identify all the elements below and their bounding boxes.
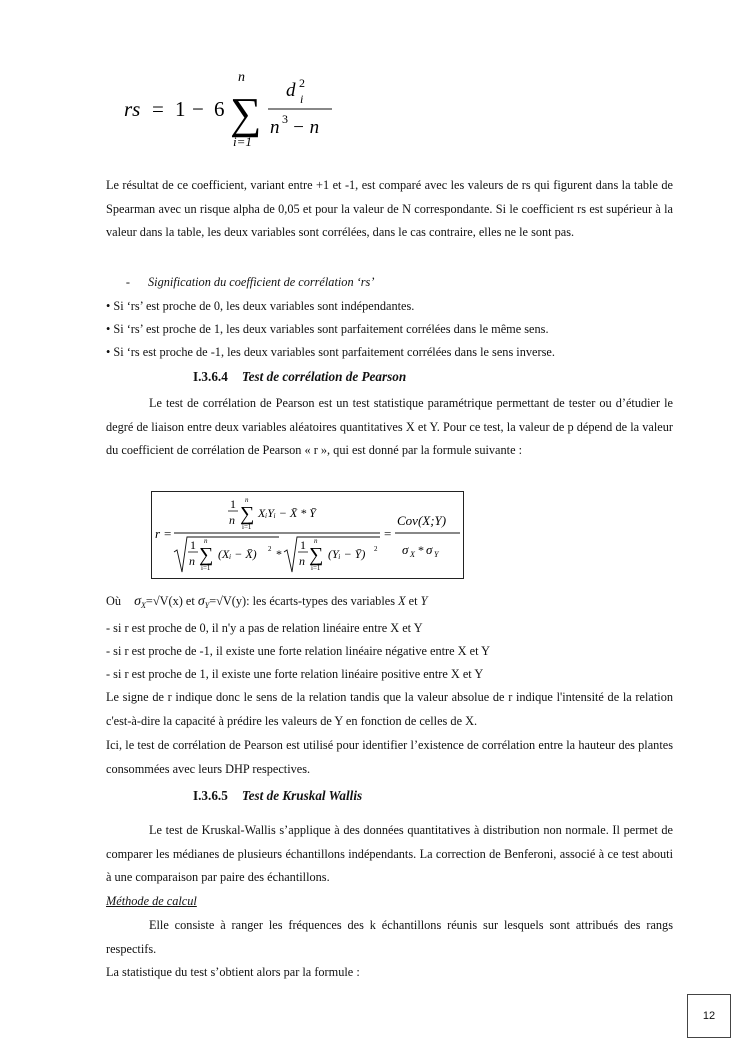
r-interpretation-line: - si r est proche de 1, il existe une forte relation linéaire positive entre X et Y — [106, 667, 484, 681]
sum-lower: i=1 — [233, 134, 252, 149]
paragraph-spearman-result: Le résultat de ce coefficient, variant entre +1 et -1, est comparé avec les valeurs de rs qui figurent dans la table de Spearman avec un risque alpha de 0,05 et pour la valeur de N correspondante. Si le coefficient rs est supérieur à la valeur dans la table, les deux variables sont corrélées, dans le cas contraire, elles ne le sont pas. — [106, 178, 673, 239]
pearson-eq: = — [164, 526, 172, 541]
pearson-r: r — [155, 526, 161, 541]
formula-lhs: rs — [124, 97, 141, 121]
bullet-item: • Si ‘rs’ est proche de 0, les deux variables sont indépendantes. — [106, 299, 415, 313]
ou-line — [106, 591, 427, 616]
num-sum: ∑ — [240, 503, 255, 525]
sig-y-sym: σ — [426, 542, 433, 557]
sig-x-sub: X — [410, 550, 415, 559]
den-sum-a: ∑ — [199, 544, 214, 566]
num-xy: XᵢYᵢ − X̄ * Ȳ — [258, 506, 316, 520]
frac-numerator: d — [286, 80, 296, 101]
formula-one: 1 — [175, 97, 186, 121]
num-sum-upper: n — [245, 496, 249, 504]
heading-title: Test de Kruskal Wallis — [241, 788, 363, 803]
heading-title: Test de corrélation de Pearson — [241, 369, 407, 384]
et-word: et — [185, 594, 195, 608]
sum-sigma: ∑ — [230, 89, 262, 138]
num-one: 1 — [230, 497, 236, 511]
den-x-sq: 2 — [268, 545, 272, 553]
frac-denominator: n — [270, 117, 280, 138]
sig-x-sym: σ — [402, 542, 409, 557]
den-sum-lower-a: i=1 — [201, 564, 211, 572]
sig-y-sub: Y — [434, 550, 439, 559]
section-heading-pearson — [193, 369, 406, 385]
sigma-y-sub: Y — [204, 601, 210, 610]
frac-num-sup: 2 — [299, 76, 305, 90]
den-n-a: n — [189, 554, 195, 568]
heading-number: I.3.6.4 — [193, 369, 228, 384]
paragraph-pearson-intro: Le test de corrélation de Pearson est un test statistique paramétrique permettant de tester ou d’étudier le degré de liaison entre deux variables aléatoires quantitatives X et Y. Pour ce test, la valeur de p dépend de la valeur du coefficient de corrélation de Pearson « r », qui est donné par la formule suivante : — [106, 396, 673, 457]
pearson-eq2: = — [384, 526, 392, 541]
spearman-formula — [118, 66, 348, 156]
methode-title — [106, 891, 197, 911]
num-n: n — [229, 513, 235, 527]
dash-marker: - — [125, 275, 130, 289]
paragraph-kruskal-method: Elle consiste à ranger les fréquences des k échantillons réunis sur lesquels sont attribués des rangs respectifs. — [106, 918, 673, 956]
sigma-x-def: =√V(x) — [145, 594, 183, 608]
frac-den-tail: − n — [292, 117, 320, 138]
pearson-formula-box — [151, 491, 464, 579]
den-one-b: 1 — [300, 538, 306, 552]
formula-six: 6 — [214, 97, 225, 121]
frac-num-sub: i — [300, 92, 304, 106]
den-n-b: n — [299, 554, 305, 568]
paragraph-sign-of-r: Le signe de r indique donc le sens de la relation tandis que la valeur absolue de r indique l'intensité de la relation c'est-à-dire la capacité à prédire les valeurs de Y en fonction de celles de X. — [106, 690, 673, 728]
den-sum-b: ∑ — [309, 544, 324, 566]
den-one-a: 1 — [190, 538, 196, 552]
den-sum-lower-b: i=1 — [311, 564, 321, 572]
den-star: * — [276, 547, 282, 561]
formula-minus: − — [192, 97, 204, 121]
signification-line — [106, 272, 374, 292]
ou-word: Où — [106, 594, 122, 608]
den-x-term: (Xᵢ − X̄) — [218, 547, 257, 561]
sigma-x-sub: X — [141, 601, 146, 610]
bullet-item: • Si ‘rs’ est proche de 1, les deux variables sont parfaitement corrélées dans le même sens. — [106, 322, 549, 336]
signification-title: Signification du coefficient de corrélation ‘rs’ — [148, 275, 375, 289]
sigma-y-def: =√V(y) — [209, 594, 247, 608]
formula-eq: = — [152, 97, 164, 121]
sig-star: * — [418, 543, 424, 557]
den-sum-upper-a: n — [204, 537, 208, 545]
r-interpretation-line: - si r est proche de 0, il n'y a pas de relation linéaire entre X et Y — [106, 621, 423, 635]
heading-number: I.3.6.5 — [193, 788, 228, 803]
var-x: X — [398, 594, 406, 608]
num-sum-lower: i=1 — [242, 523, 252, 531]
et-word-2: et — [405, 594, 421, 608]
den-y-term: (Yᵢ − Ȳ) — [328, 547, 366, 561]
sigma-y: σ — [197, 594, 205, 609]
methode-label: Méthode de calcul — [106, 894, 197, 908]
paragraph-pearson-usage: Ici, le test de corrélation de Pearson est utilisé pour identifier l’existence de corrélation entre la hauteur des plantes consommées avec leurs DHP respectives. — [106, 738, 673, 776]
den-sum-upper-b: n — [314, 537, 318, 545]
var-y: Y — [420, 594, 428, 608]
den-y-sq: 2 — [374, 545, 378, 553]
r-interpretation-line: - si r est proche de -1, il existe une forte relation linéaire négative entre X et Y — [106, 644, 491, 658]
section-heading-kruskal — [193, 788, 362, 804]
pearson-formula — [152, 492, 463, 578]
bullet-item: • Si ‘rs est proche de -1, les deux variables sont parfaitement corrélées dans le sens inverse. — [106, 345, 555, 359]
sigma-x: σ — [134, 594, 142, 609]
paragraph-statistic-intro: La statistique du test s’obtient alors par la formule : — [106, 965, 360, 979]
page-number: 12 — [687, 994, 731, 1038]
frac-den-sup: 3 — [282, 112, 288, 126]
paragraph-kruskal-intro: Le test de Kruskal-Wallis s’applique à des données quantitatives à distribution non normale. Il permet de comparer les médianes de plusieurs échantillons indépendants. La correction de Benferoni, associé à ce test abouti à une comparaison par paire des échantillons. — [106, 823, 673, 884]
ou-tail: : les écarts-types des variables — [246, 594, 399, 608]
cov-term: Cov(X;Y) — [397, 513, 447, 528]
sum-upper: n — [238, 70, 245, 85]
